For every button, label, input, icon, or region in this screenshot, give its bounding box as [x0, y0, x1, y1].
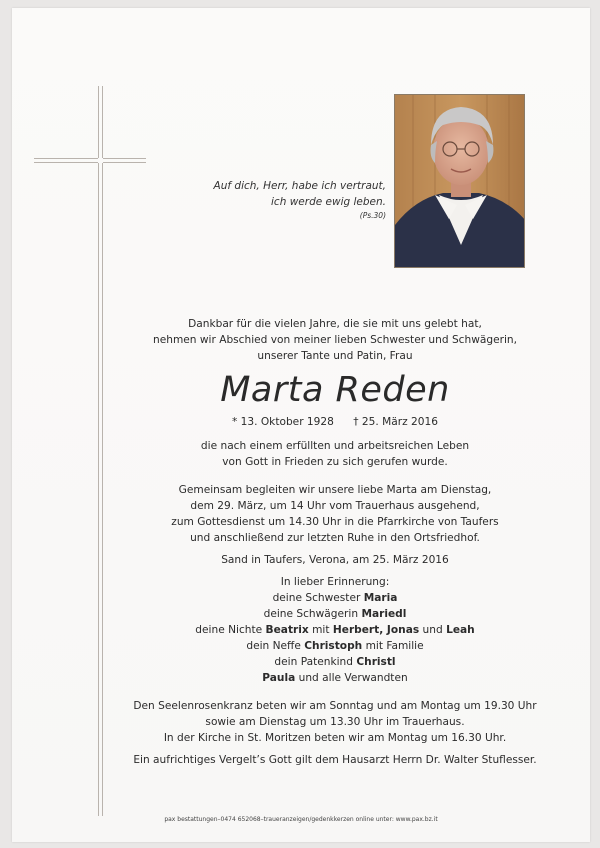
funeral-line: zum Gottesdienst um 14.30 Uhr in die Pfarrkirche von Taufers: [171, 516, 499, 528]
portrait-photo: [394, 94, 525, 268]
intro-line: nehmen wir Abschied von meiner lieben Schwester und Schwägerin,: [153, 334, 517, 346]
rosary-line: In der Kirche in St. Moritzen beten wir am Montag um 16.30 Uhr.: [163, 732, 507, 744]
intro-line: Dankbar für die vielen Jahre, die sie mit uns gelebt hat,: [188, 318, 482, 330]
footer-credits: pax bestattungen–0474 652068–traueranzeigen/gedenkkerzen online unter: www.pax.bz.it: [164, 816, 438, 823]
after-death-line: die nach einem erfüllten und arbeitsreichen Leben: [200, 440, 470, 452]
mourners-heading: In lieber Erinnerung:: [280, 576, 390, 588]
quote-reference: (Ps.30): [359, 211, 386, 220]
thanks-line: Ein aufrichtiges Vergelt’s Gott gilt dem Hausarzt Herrn Dr. Walter Stuflesser.: [133, 754, 537, 766]
life-dates: [100, 414, 570, 430]
quote-line-1: Auf dich, Herr, habe ich vertraut,: [213, 180, 386, 192]
mourner-nephew: dein Neffe Christoph mit Familie: [246, 640, 424, 652]
birth-date: * 13. Oktober 1928: [231, 416, 334, 428]
place-date: Sand in Taufers, Verona, am 25. März 2016: [221, 554, 449, 566]
funeral-line: Gemeinsam begleiten wir unsere liebe Marta am Dienstag,: [178, 484, 492, 496]
funeral-line: und anschließend zur letzten Ruhe in den Ortsfriedhof.: [190, 532, 480, 544]
mourner-sister-in-law: deine Schwägerin Mariedl: [263, 608, 407, 620]
bible-quote: [162, 178, 386, 222]
funeral-line: dem 29. März, um 14 Uhr vom Trauerhaus ausgehend,: [190, 500, 480, 512]
intro-line: unserer Tante und Patin, Frau: [257, 350, 413, 362]
quote-line-2: ich werde ewig leben.: [271, 196, 386, 208]
rosary-line: Den Seelenrosenkranz beten wir am Sonntag und am Montag um 19.30 Uhr: [133, 700, 537, 712]
obituary-text: [100, 316, 570, 768]
cross-horizontal-line: [34, 158, 146, 163]
after-death-line: von Gott in Frieden zu sich gerufen wurde.: [222, 456, 448, 468]
obituary-card: [12, 8, 590, 842]
mourner-godchild: dein Patenkind Christl: [274, 656, 396, 668]
deceased-name: Marta Reden: [220, 370, 450, 410]
death-date: † 25. März 2016: [353, 416, 439, 428]
mourner-sister: deine Schwester Maria: [272, 592, 398, 604]
rosary-line: sowie am Dienstag um 13.30 Uhr im Trauerhaus.: [205, 716, 465, 728]
mourner-paula: Paula und alle Verwandten: [262, 672, 408, 684]
mourner-niece: deine Nichte Beatrix mit Herbert, Jonas und Leah: [195, 624, 475, 636]
